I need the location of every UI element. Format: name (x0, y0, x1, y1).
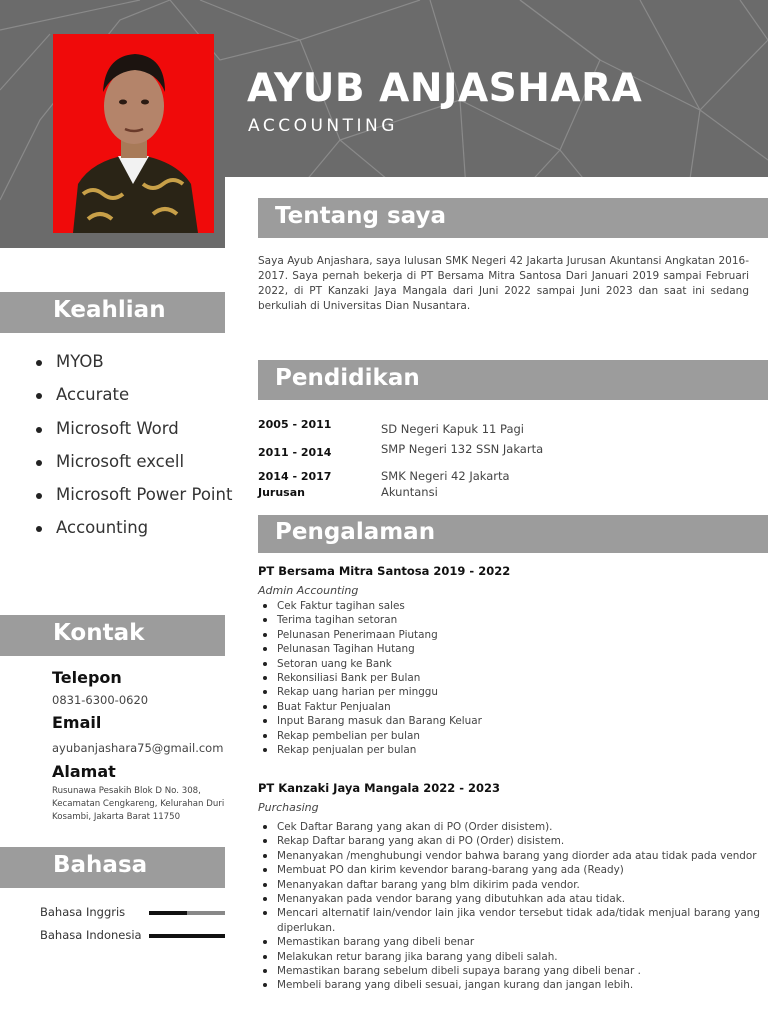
phone-value: 0831-6300-0620 (52, 693, 149, 707)
email-value: ayubanjashara75@gmail.com (52, 741, 224, 755)
languages-heading: Bahasa (53, 852, 148, 878)
job-task-list (258, 820, 760, 993)
email-label: Email (52, 713, 102, 732)
address-label: Alamat (52, 762, 116, 781)
skill-item: Accounting (36, 516, 232, 549)
job-task: Setoran uang ke Bank (258, 657, 760, 671)
education-school: SD Negeri Kapuk 11 Pagi (381, 422, 524, 436)
address-value: Rusunawa Pesakih Blok D No. 308, Kecamatan Cengkareng, Kelurahan Duri Kosambi, Jakarta Barat 11750 (52, 786, 225, 822)
job-task: Menanyakan pada vendor barang yang dibutuhkan ada atau tidak. (258, 892, 760, 906)
job-task: Mencari alternatif lain/vendor lain jika vendor tersebut tidak ada/tidak menjual barang yang diperlukan. (258, 906, 760, 935)
language-name: Bahasa Inggris (40, 905, 126, 919)
about-text: Saya Ayub Anjashara, saya lulusan SMK Negeri 42 Jakarta Jurusan Akuntansi Angkatan 2016-2017. Saya pernah bekerja di PT Bersama Mitra Santosa Dari Januari 2019 sampai Februari 2022, di PT Kanzaki Jaya Mangala dari Juni 2022 sampai Juni 2023 dan saat ini sedang berkuliah di Universitas Dian Nusantara. (258, 255, 749, 312)
about-heading-bar (258, 198, 768, 238)
job-task: Rekonsiliasi Bank per Bulan (258, 671, 760, 685)
job-title: PT Bersama Mitra Santosa 2019 - 2022 (258, 564, 511, 578)
job-task: Rekap uang harian per minggu (258, 685, 760, 699)
contact-heading: Kontak (53, 620, 145, 646)
skill-item: Microsoft Power Point (36, 483, 232, 516)
education-heading: Pendidikan (275, 365, 420, 391)
about-heading: Tentang saya (275, 203, 446, 229)
experience-heading: Pengalaman (275, 519, 436, 545)
job-task: Input Barang masuk dan Barang Keluar (258, 714, 760, 728)
job-role: Purchasing (258, 801, 319, 814)
job-task: Membuat PO dan kirim kevendor barang-barang yang ada (Ready) (258, 863, 760, 877)
job-task: Melakukan retur barang jika barang yang dibeli salah. (258, 950, 760, 964)
language-level-fill (149, 934, 225, 938)
skill-item: Microsoft Word (36, 417, 232, 450)
education-years: 2014 - 2017 (258, 470, 332, 483)
language-level-bar (149, 934, 225, 938)
job-task: Rekap pembelian per bulan (258, 729, 760, 743)
job-task: Cek Daftar Barang yang akan di PO (Order disistem). (258, 820, 760, 834)
job-task: Pelunasan Penerimaan Piutang (258, 628, 760, 642)
job-task: Pelunasan Tagihan Hutang (258, 642, 760, 656)
job-task: Terima tagihan setoran (258, 613, 760, 627)
phone-label: Telepon (52, 668, 122, 687)
experience-heading-bar (258, 515, 768, 553)
job-task: Memastikan barang yang dibeli benar (258, 935, 760, 949)
skills-heading: Keahlian (53, 297, 166, 323)
job-task: Membeli barang yang dibeli sesuai, jangan kurang dan jangan lebih. (258, 978, 760, 992)
language-name: Bahasa Indonesia (40, 928, 142, 942)
job-task: Rekap penjualan per bulan (258, 743, 760, 757)
education-years: 2011 - 2014 (258, 446, 332, 459)
languages-heading-bar (0, 847, 225, 888)
skill-item: Microsoft excell (36, 450, 232, 483)
skills-heading-bar (0, 292, 225, 333)
education-heading-bar (258, 360, 768, 400)
contact-heading-bar (0, 615, 225, 656)
skill-item: MYOB (36, 350, 232, 383)
education-school: SMK Negeri 42 Jakarta (381, 469, 510, 483)
job-task: Buat Faktur Penjualan (258, 700, 760, 714)
skill-item: Accurate (36, 383, 232, 416)
job-task: Menanyakan daftar barang yang blm dikirim pada vendor. (258, 878, 760, 892)
profile-role: ACCOUNTING (248, 116, 398, 136)
job-task: Cek Faktur tagihan sales (258, 599, 760, 613)
education-major: Akuntansi (381, 485, 438, 499)
language-level-bar (149, 911, 225, 915)
job-role: Admin Accounting (258, 584, 359, 597)
job-task: Memastikan barang sebelum dibeli supaya barang yang dibeli benar . (258, 964, 760, 978)
education-years: 2005 - 2011 (258, 418, 332, 431)
job-title: PT Kanzaki Jaya Mangala 2022 - 2023 (258, 781, 501, 795)
profile-photo (53, 34, 214, 233)
education-school: SMP Negeri 132 SSN Jakarta (381, 442, 544, 456)
skills-list (36, 350, 232, 550)
language-level-fill (149, 911, 187, 915)
job-task: Menanyakan /menghubungi vendor bahwa barang yang diorder ada atau tidak pada vendor (258, 849, 760, 863)
education-major-label: Jurusan (258, 486, 305, 499)
job-task: Rekap Daftar barang yang akan di PO (Order) disistem. (258, 834, 760, 848)
job-task-list (258, 599, 760, 757)
profile-name: AYUB ANJASHARA (247, 66, 643, 111)
